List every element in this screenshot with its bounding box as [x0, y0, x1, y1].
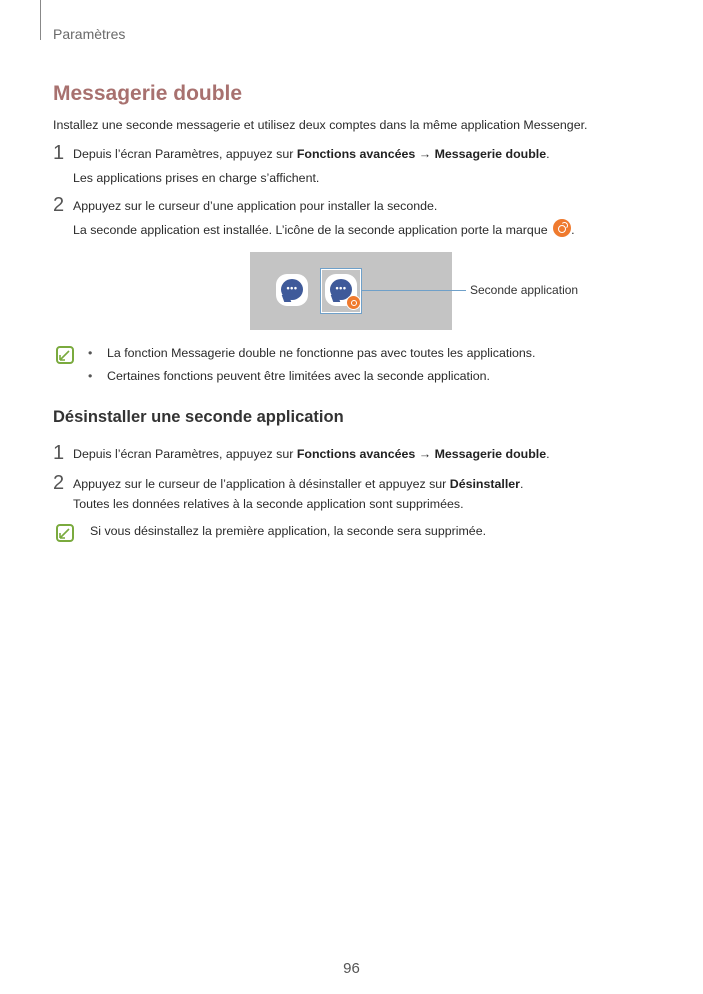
messenger-app-icon — [276, 274, 308, 306]
callout-label: Seconde application — [470, 283, 579, 297]
step-text-end: . — [546, 447, 550, 461]
header-rule — [40, 0, 41, 40]
step-text: Depuis l’écran Paramètres, appuyez sur — [73, 447, 297, 461]
uninstall-label: Désinstaller — [449, 477, 520, 491]
callout-line — [362, 290, 466, 291]
arrow: → — [415, 147, 435, 161]
step-detail-text: La seconde application est installée. L’icône de la seconde application porte la marque — [73, 223, 548, 237]
page-number: 96 — [343, 960, 360, 977]
bullet: • — [88, 369, 93, 383]
dots: ••• — [286, 283, 298, 293]
step-number: 2 — [53, 194, 65, 216]
step-text: Depuis l’écran Paramètres, appuyez sur — [73, 147, 297, 161]
menu-path-dual-messenger: Messagerie double — [434, 147, 547, 161]
step-detail-end: . — [571, 223, 575, 237]
menu-path-dual-messenger: Messagerie double — [434, 447, 547, 461]
note-text: La fonction Messagerie double ne fonctionne pas avec toutes les applications. — [107, 346, 536, 360]
intro-text: Installez une seconde messagerie et utilisez deux comptes dans la même application Messenger. — [53, 118, 588, 132]
step-number: 1 — [53, 442, 65, 464]
step-instruction: Appuyez sur le curseur d’une application pour installer la seconde. — [73, 199, 438, 213]
subsection-title: Désinstaller une seconde application — [53, 408, 344, 426]
note-text: Certaines fonctions peuvent être limitées avec la seconde application. — [107, 369, 490, 383]
chat-bubble-icon — [281, 279, 303, 300]
note-icon — [56, 346, 74, 364]
menu-path-advanced-features: Fonctions avancées — [296, 447, 416, 461]
note-text: Si vous désinstallez la première application, la seconde sera supprimée. — [90, 524, 487, 538]
step-detail: Toutes les données relatives à la seconde application sont supprimées. — [73, 497, 464, 511]
dual-app-badge-icon — [346, 295, 361, 310]
bullet: • — [88, 346, 93, 360]
section-title: Messagerie double — [53, 82, 243, 105]
dual-app-badge-icon — [553, 219, 571, 237]
menu-path-advanced-features: Fonctions avancées — [296, 147, 416, 161]
step-instruction — [73, 447, 550, 461]
step-detail: Les applications prises en charge s’affichent. — [73, 171, 320, 185]
dots: ••• — [335, 283, 347, 293]
step-detail — [73, 219, 575, 237]
step-text: Appuyez sur le curseur de l’application à désinstaller et appuyez sur — [73, 477, 450, 491]
step-text-end: . — [546, 147, 550, 161]
arrow: → — [415, 447, 435, 461]
step-number: 2 — [53, 472, 65, 494]
step-instruction — [73, 147, 550, 161]
running-header: Paramètres — [53, 26, 126, 42]
note-icon — [56, 524, 74, 542]
step-number: 1 — [53, 142, 65, 164]
step-text-end: . — [520, 477, 524, 491]
step-instruction — [73, 477, 523, 491]
